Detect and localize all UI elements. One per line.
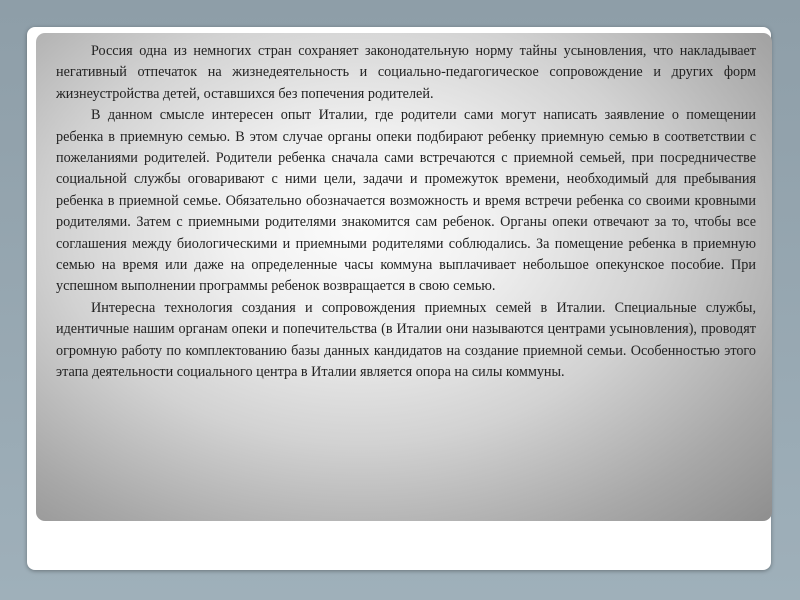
paragraph-1: Россия одна из немногих стран сохраняет законодательную норму тайны усыновления, что накладывает негативный отпечаток на жизнедеятельность и социально-педагогическое сопровождение и других форм жизнеустройства детей, оставшихся без попечения родителей. (56, 43, 756, 102)
text-body (56, 41, 756, 384)
paragraph-3: Интересна технология создания и сопровождения приемных семей в Италии. Специальные службы, идентичные нашим органам опеки и попечительства (в Италии они называются центрами усыновления), проводят огромную работу по комплектованию базы данных кандидатов на создание приемной семьи. Особенностью этого этапа деятельности социального центра в Италии является опора на силы коммуны. (56, 299, 756, 381)
paragraph-2: В данном смысле интересен опыт Италии, где родители сами могут написать заявление о помещении ребенка в приемную семью. В этом случае органы опеки подбирают ребенку приемную семью в соответствии с пожеланиями родителей. Родители ребенка сначала сами встречаются с приемной семьей, при посредничестве социальной службы оговаривают с ними цели, задачи и промежуток времени, необходимый для пребывания ребенка в приемной семье. Обязательно обозначается возможность и время встречи ребенка со своими кровными родителями. Затем с приемными родителями знакомится сам ребенок. Органы опеки отвечают за то, чтобы все соглашения между биологическими и приемными родителями соблюдались. За помещение ребенка в приемную семью на время или даже на определенные часы коммуна выплачивает небольшое опекунское пособие. При успешном выполнении программы ребенок возвращается в свою семью. (56, 107, 756, 295)
text-panel (36, 33, 772, 521)
